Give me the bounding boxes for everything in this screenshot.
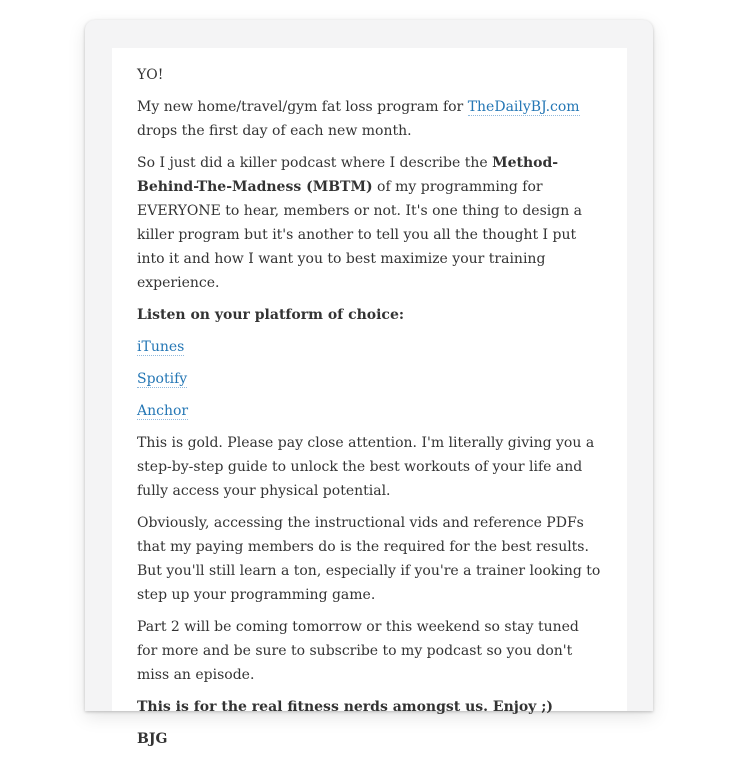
- fitness-nerds-note: [137, 695, 602, 719]
- fitness-nerds-note-bold-text: This is for the real fitness nerds amongst us. Enjoy ;): [137, 699, 553, 715]
- spotify-link[interactable]: Spotify: [137, 371, 188, 387]
- members-note-text: Obviously, accessing the instructional vids and reference PDFs that my paying members do is the required for the best results. But you'll still learn a ton, especially if you're a trainer looking to step up your programming game.: [137, 515, 601, 603]
- listen-heading-bold-text: Listen on your platform of choice:: [137, 307, 405, 323]
- itunes-link[interactable]: iTunes: [137, 339, 185, 355]
- email-card: [85, 20, 653, 747]
- spotify-link-row: [137, 367, 602, 391]
- greeting: [137, 63, 602, 87]
- gold-pitch-text: This is gold. Please pay close attention. I'm literally giving you a step-by-step guide to unlock the best workouts of your life and fully access your physical potential.: [137, 435, 595, 499]
- thedailybj-link[interactable]: TheDailyBJ.com: [467, 99, 580, 115]
- program-intro-text: My new home/travel/gym fat loss program for: [137, 99, 468, 115]
- greeting-text: YO!: [137, 67, 164, 83]
- program-intro-text: drops the first day of each new month.: [137, 123, 412, 139]
- listen-heading: [137, 303, 602, 327]
- podcast-description: [137, 151, 602, 295]
- itunes-link-row: [137, 335, 602, 359]
- podcast-description-text: So I just did a killer podcast where I describe the: [137, 155, 493, 171]
- part2-teaser: [137, 615, 602, 687]
- members-note: [137, 511, 602, 607]
- signature: [137, 727, 602, 751]
- podcast-description-bold-text: Method-Behind-The-Madness (MBTM): [137, 155, 559, 195]
- signature-bold-text: BJG: [137, 731, 168, 747]
- podcast-description-text: of my programming for EVERYONE to hear, members or not. It's one thing to design a killer program but it's another to tell you all the thought I put into it and how I want you to best maximize your training experience.: [137, 179, 583, 291]
- gold-pitch: [137, 431, 602, 503]
- part2-teaser-text: Part 2 will be coming tomorrow or this weekend so stay tuned for more and be sure to subscribe to my podcast so you don't miss an episode.: [137, 619, 579, 683]
- anchor-link-row: [137, 399, 602, 423]
- anchor-link[interactable]: Anchor: [137, 403, 189, 419]
- program-intro: [137, 95, 602, 143]
- email-body: [112, 48, 627, 747]
